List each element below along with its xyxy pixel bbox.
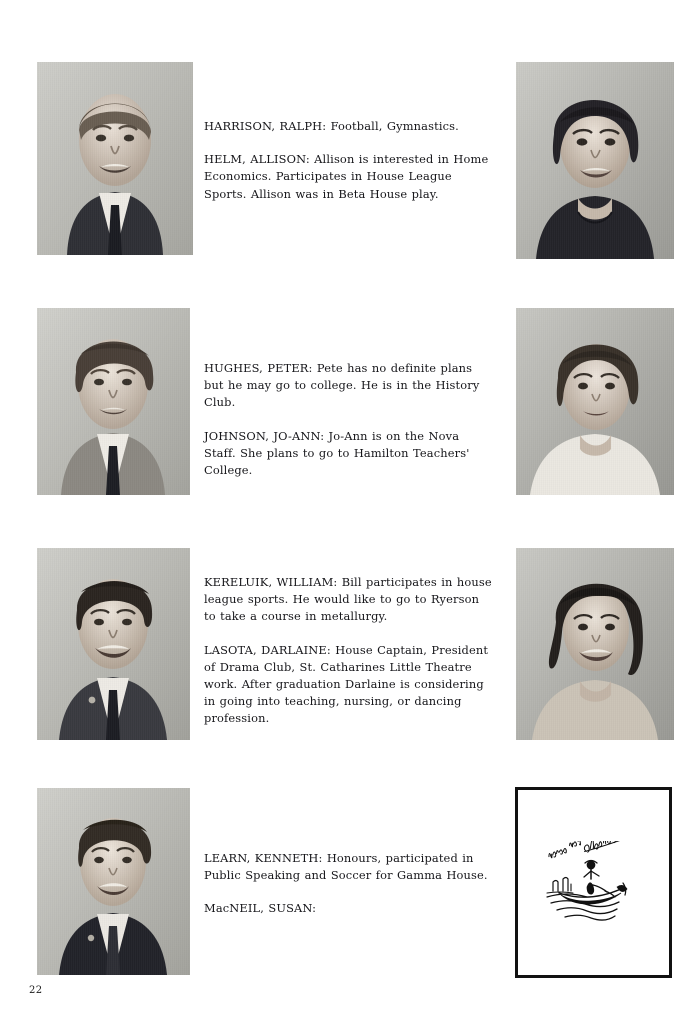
entry-group-row-4	[204, 850, 494, 918]
entry-name: HELM, ALLISON:	[204, 152, 310, 167]
entry-description: Bill participates in house league sports. He would like to go to Ryerson to take a course in metallurgy.	[204, 575, 492, 624]
entry-group-row-3	[204, 574, 494, 728]
portrait-helm-allison	[516, 62, 674, 259]
photo-not-available-cartoon-icon	[539, 841, 649, 925]
placeholder-macneil-susan	[515, 787, 672, 978]
entry-hughes-peter	[204, 360, 494, 412]
portrait-learn-kenneth	[37, 788, 190, 975]
entry-name: MacNEIL, SUSAN:	[204, 901, 317, 916]
portrait-harrison-ralph	[37, 62, 193, 255]
entry-group-row-2	[204, 360, 494, 479]
entry-name: JOHNSON, JO-ANN:	[204, 428, 325, 443]
entry-lasota-darlaine	[204, 642, 494, 728]
entry-group-row-1	[204, 118, 494, 203]
portrait-johnson-jo-ann	[516, 308, 674, 495]
entry-description: Allison is interested in Home Economics. Participates in House League Sports. Allison was in Beta House play.	[204, 152, 489, 201]
entry-name: KERELUIK, WILLIAM:	[204, 575, 338, 589]
entry-name: HUGHES, PETER:	[204, 361, 313, 375]
page-number: 22	[29, 985, 43, 996]
entry-johnson-jo-ann	[204, 428, 494, 480]
portrait-kereluik-william	[37, 548, 190, 740]
entry-name: LASOTA, DARLAINE:	[204, 642, 331, 657]
placeholder-content	[518, 790, 669, 975]
entry-description: Football, Gymnastics.	[326, 119, 459, 133]
entry-description: Pete has no definite plans but he may go to college. He is in the History Club.	[204, 361, 480, 410]
entry-description: Honours, participated in Public Speaking and Soccer for Gamma House.	[204, 851, 488, 883]
entry-kereluik-william	[204, 574, 494, 626]
entry-name: LEARN, KENNETH:	[204, 851, 323, 865]
portrait-hughes-peter	[37, 308, 190, 495]
entry-macneil-susan	[204, 900, 494, 917]
entry-helm-allison	[204, 151, 494, 203]
entry-learn-kenneth	[204, 850, 494, 884]
portrait-lasota-darlaine	[516, 548, 674, 740]
entry-description: Jo-Ann is on the Nova Staff. She plans to go to Hamilton Teachers' College.	[204, 428, 470, 478]
entry-description: House Captain, President of Drama Club, St. Catharines Little Theatre work. After graduation Darlaine is considering in going into teaching, nursing, or dancing profession.	[204, 642, 489, 726]
entry-harrison-ralph	[204, 118, 494, 135]
entry-name: HARRISON, RALPH:	[204, 119, 327, 133]
